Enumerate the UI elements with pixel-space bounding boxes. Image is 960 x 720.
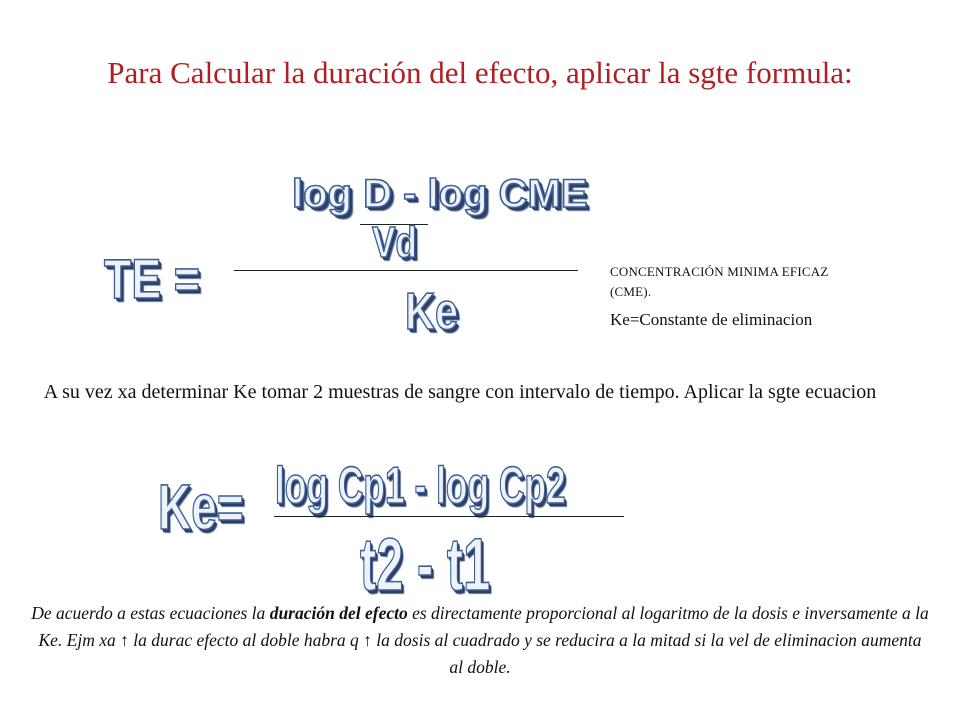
conclusion-emphasis: duración del efecto [269,603,408,623]
cme-definition-line2: (CME). [610,284,652,299]
page-title: Para Calcular la duración del efecto, aplicar la sgte formula: [107,55,853,90]
cme-definition-line1: CONCENTRACIÓN MINIMA EFICAZ [610,264,829,279]
formula1-fraction-line [234,270,578,271]
formula2-denominator: t2 - t1 [360,523,491,606]
formula2-lhs: Ke= [158,471,244,543]
formula1-numerator: log D - log CME [292,172,588,216]
formula1-denominator: Ke [405,283,459,341]
formula1-lhs: TE = [104,247,200,310]
formula2-fraction-line [274,516,624,517]
conclusion-text: De acuerdo a estas ecuaciones la duración del efecto es directamente proporcional al logaritmo de la dosis e inversamente a la Ke. Ejm xa ↑ la durac efecto al doble habra q ↑ la dosis al cuadrado y se reducira a la mitad si la vel de eliminacion aumenta al doble. [31,603,929,677]
formula1-vd: Vd [372,218,417,267]
cme-definition [610,262,910,302]
instruction-text: A su vez xa determinar Ke tomar 2 muestras de sangre con intervalo de tiempo. Aplicar la sgte ecuacion [43,381,877,403]
formula2-numerator: log Cp1 - log Cp2 [275,457,566,515]
ke-definition: Ke=Constante de eliminacion [610,310,813,329]
